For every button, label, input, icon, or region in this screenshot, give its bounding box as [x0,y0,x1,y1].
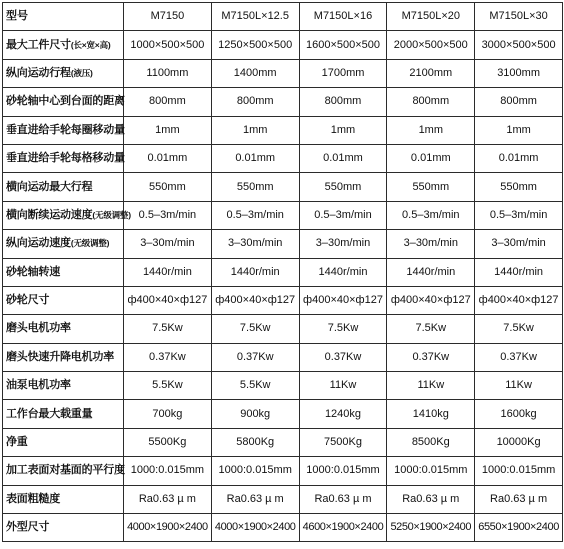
value-cell: 5.5Kw [211,372,299,400]
value-cell: 550mm [124,173,212,201]
header-label-cell: 型号 [3,3,124,31]
value-cell: 3–30m/min [124,230,212,258]
value-cell: 0.5–3m/min [475,201,563,229]
row-label-cell [3,116,124,144]
value-cell: 1000:0.015mm [124,457,212,485]
model-header-cell: M7150L×30 [475,3,563,31]
row-label-note: (无级调整) [92,209,131,220]
value-cell: 1mm [211,116,299,144]
row-label: 加工表面对基面的平行度 [6,464,125,477]
value-cell: 550mm [387,173,475,201]
row-label: 垂直进给手轮每格移动量 [6,152,125,165]
value-cell: 550mm [211,173,299,201]
value-cell: 800mm [299,88,387,116]
row-label-cell [3,201,131,229]
row-label-cell [3,372,124,400]
row-label-cell [3,400,124,428]
value-cell: 5.5Kw [124,372,212,400]
value-cell: 0.5–3m/min [124,201,212,229]
row-label-cell [3,230,124,258]
value-cell: 1440r/min [475,258,563,286]
table-row [3,457,563,485]
value-cell: 0.37Kw [475,343,563,371]
row-label-cell [3,343,124,371]
value-cell: 0.37Kw [124,343,212,371]
value-cell: 1mm [124,116,212,144]
row-label: 砂轮轴中心到台面的距离 [6,95,125,108]
spec-table [2,2,563,542]
table-row [3,31,563,59]
row-label-cell [3,258,124,286]
value-cell: 800mm [124,88,212,116]
value-cell: 1410kg [387,400,475,428]
row-label-cell [3,428,124,456]
row-label: 工作台最大载重量 [6,407,93,420]
value-cell: 11Kw [475,372,563,400]
row-label: 油泵电机功率 [6,379,71,392]
model-header-cell: M7150L×12.5 [211,3,299,31]
value-cell: 900kg [211,400,299,428]
value-cell: 1100mm [124,59,212,87]
value-cell: 2000×500×500 [387,31,475,59]
row-label-note: (液压) [70,67,93,78]
row-label-cell [3,31,124,59]
row-label-cell [3,144,124,172]
row-label: 磨头快速升降电机功率 [6,350,114,363]
value-cell: 3–30m/min [299,230,387,258]
value-cell: ф400×40×ф127 [475,286,563,314]
row-label: 砂轮轴转速 [6,265,60,278]
value-cell: 11Kw [387,372,475,400]
model-header-cell: M7150 [124,3,212,31]
value-cell: 2100mm [387,59,475,87]
value-cell: 7.5Kw [124,315,212,343]
value-cell: 5500Kg [124,428,212,456]
table-row [3,173,563,201]
row-label-cell [3,514,124,542]
value-cell: 0.01mm [475,144,563,172]
table-row [3,286,563,314]
row-label: 横向运动最大行程 [6,180,93,193]
row-label: 砂轮尺寸 [6,294,50,307]
value-cell: 3–30m/min [475,230,563,258]
row-label: 纵向运动行程 [6,66,71,79]
value-cell: 0.5–3m/min [211,201,299,229]
row-label-cell [3,59,124,87]
value-cell: 800mm [387,88,475,116]
value-cell: 1440r/min [299,258,387,286]
value-cell: Ra0.63 µ m [124,485,212,513]
value-cell: 4000×1900×2400 [124,514,212,542]
model-header-cell: M7150L×16 [299,3,387,31]
value-cell: 0.37Kw [211,343,299,371]
value-cell: Ra0.63 µ m [299,485,387,513]
value-cell: 1mm [475,116,563,144]
value-cell: 0.01mm [124,144,212,172]
value-cell: 1000×500×500 [124,31,212,59]
value-cell: 4000×1900×2400 [211,514,299,542]
table-row [3,144,563,172]
row-label-cell [3,173,124,201]
value-cell: 11Kw [299,372,387,400]
value-cell: 1000:0.015mm [475,457,563,485]
value-cell: 6550×1900×2400 [475,514,563,542]
row-label-cell [3,485,124,513]
value-cell: 7.5Kw [475,315,563,343]
value-cell: 1mm [299,116,387,144]
value-cell: 7500Kg [299,428,387,456]
value-cell: ф400×40×ф127 [299,286,387,314]
row-label: 垂直进给手轮每圈移动量 [6,123,125,136]
value-cell: Ra0.63 µ m [475,485,563,513]
table-row [3,343,563,371]
value-cell: 700kg [124,400,212,428]
row-label-cell [3,315,124,343]
value-cell: 0.01mm [299,144,387,172]
table-row [3,400,563,428]
value-cell: 1250×500×500 [211,31,299,59]
table-row [3,88,563,116]
row-label: 表面粗糙度 [6,492,60,505]
value-cell: 7.5Kw [299,315,387,343]
value-cell: ф400×40×ф127 [387,286,475,314]
row-label: 外型尺寸 [6,521,50,534]
table-row [3,59,563,87]
value-cell: 1600×500×500 [299,31,387,59]
row-label: 纵向运动速度 [6,237,71,250]
table-row [3,485,563,513]
value-cell: 10000Kg [475,428,563,456]
table-row [3,201,563,229]
value-cell: Ra0.63 µ m [211,485,299,513]
value-cell: 0.37Kw [387,343,475,371]
value-cell: ф400×40×ф127 [211,286,299,314]
spec-table-body [3,31,563,542]
table-row [3,116,563,144]
table-row [3,428,563,456]
value-cell: 1440r/min [387,258,475,286]
value-cell: 3000×500×500 [475,31,563,59]
value-cell: 7.5Kw [211,315,299,343]
value-cell: 550mm [475,173,563,201]
value-cell: 3100mm [475,59,563,87]
value-cell: 0.01mm [211,144,299,172]
value-cell: 1440r/min [124,258,212,286]
value-cell: 1700mm [299,59,387,87]
row-label-cell [3,457,124,485]
model-header-cell: M7150L×20 [387,3,475,31]
value-cell: 3–30m/min [387,230,475,258]
value-cell: ф400×40×ф127 [124,286,212,314]
value-cell: 1000:0.015mm [211,457,299,485]
row-label-note: (无级调整) [70,238,110,249]
value-cell: 4600×1900×2400 [299,514,387,542]
value-cell: 1000:0.015mm [299,457,387,485]
table-row [3,258,563,286]
value-cell: 0.37Kw [299,343,387,371]
value-cell: 1mm [387,116,475,144]
value-cell: 5250×1900×2400 [387,514,475,542]
row-label-note: (长×宽×高) [70,39,111,50]
value-cell: 0.01mm [387,144,475,172]
table-row [3,372,563,400]
row-label: 最大工件尺寸 [6,38,71,51]
value-cell: 0.5–3m/min [299,201,387,229]
row-label: 磨头电机功率 [6,322,71,335]
value-cell: 3–30m/min [211,230,299,258]
value-cell: 1600kg [475,400,563,428]
value-cell: 550mm [299,173,387,201]
value-cell: 800mm [475,88,563,116]
value-cell: 1000:0.015mm [387,457,475,485]
spec-table-container [2,2,562,542]
row-label: 横向断续运动速度 [6,208,93,221]
value-cell: 1240kg [299,400,387,428]
row-label-cell [3,88,124,116]
value-cell: 5800Kg [211,428,299,456]
header-row [3,3,563,31]
row-label-cell [3,286,124,314]
table-row [3,514,563,542]
value-cell: 8500Kg [387,428,475,456]
value-cell: 7.5Kw [387,315,475,343]
table-row [3,230,563,258]
value-cell: 0.5–3m/min [387,201,475,229]
row-label: 净重 [6,436,28,449]
value-cell: 1440r/min [211,258,299,286]
table-row [3,315,563,343]
value-cell: 1400mm [211,59,299,87]
value-cell: Ra0.63 µ m [387,485,475,513]
value-cell: 800mm [211,88,299,116]
